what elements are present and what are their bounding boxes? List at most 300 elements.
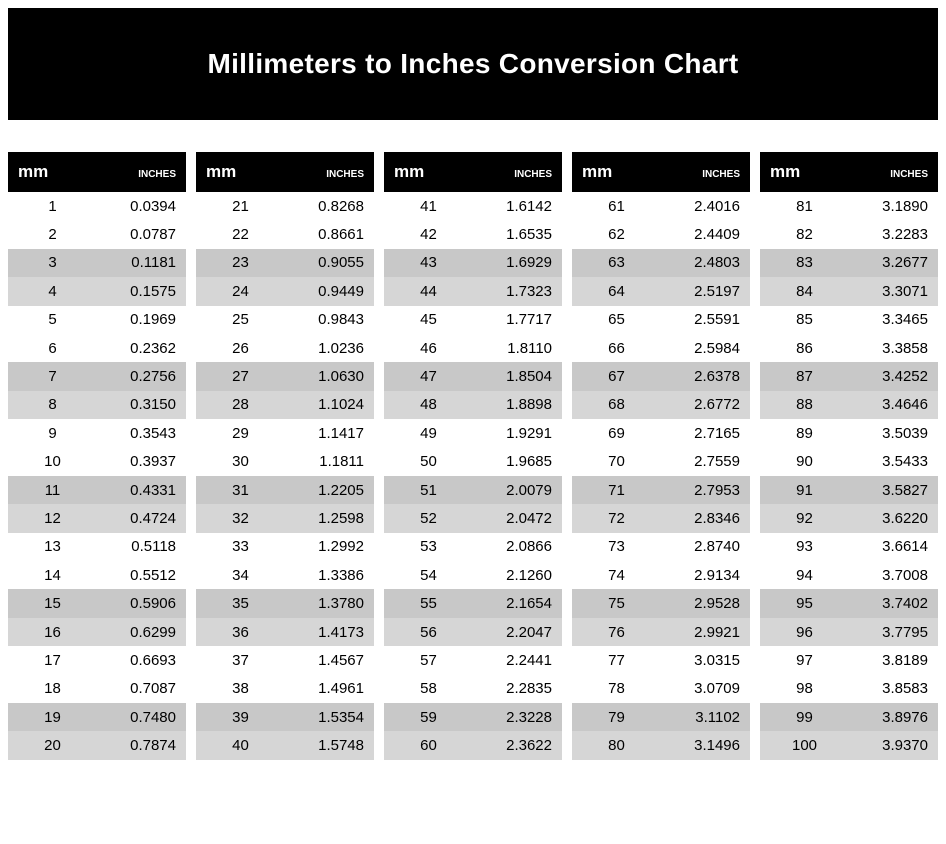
cell-inches: 2.8346 <box>661 504 750 532</box>
table-row <box>8 561 186 589</box>
table-row <box>384 703 562 731</box>
cell-inches: 3.3071 <box>849 277 938 305</box>
cell-mm: 40 <box>196 731 285 759</box>
table-row <box>760 731 938 759</box>
table-row <box>8 675 186 703</box>
cell-mm: 12 <box>8 504 97 532</box>
cell-inches: 0.7874 <box>97 731 186 759</box>
cell-mm: 42 <box>384 220 473 248</box>
table-row <box>572 675 750 703</box>
table-row <box>196 391 374 419</box>
table-row <box>384 646 562 674</box>
cell-mm: 67 <box>572 362 661 390</box>
cell-mm: 80 <box>572 731 661 759</box>
table-row <box>196 504 374 532</box>
cell-mm: 27 <box>196 362 285 390</box>
cell-inches: 2.7953 <box>661 476 750 504</box>
column-header-mm: mm <box>384 152 473 192</box>
cell-inches: 3.4646 <box>849 391 938 419</box>
cell-mm: 70 <box>572 448 661 476</box>
table-row <box>760 533 938 561</box>
cell-inches: 3.8976 <box>849 703 938 731</box>
cell-mm: 20 <box>8 731 97 759</box>
table-row <box>572 476 750 504</box>
cell-mm: 8 <box>8 391 97 419</box>
cell-mm: 62 <box>572 220 661 248</box>
cell-inches: 0.7480 <box>97 703 186 731</box>
table-row <box>572 504 750 532</box>
cell-inches: 0.6299 <box>97 618 186 646</box>
table-row <box>8 533 186 561</box>
cell-mm: 2 <box>8 220 97 248</box>
cell-mm: 73 <box>572 533 661 561</box>
cell-mm: 34 <box>196 561 285 589</box>
table-row <box>760 589 938 617</box>
table-row <box>196 419 374 447</box>
cell-inches: 0.5118 <box>97 533 186 561</box>
table-row <box>572 618 750 646</box>
table-row <box>572 220 750 248</box>
cell-mm: 49 <box>384 419 473 447</box>
table-row <box>572 362 750 390</box>
cell-mm: 29 <box>196 419 285 447</box>
cell-mm: 31 <box>196 476 285 504</box>
column-header-inches: inches <box>661 152 750 192</box>
tables-container <box>8 152 938 760</box>
cell-inches: 0.8268 <box>285 192 374 220</box>
cell-mm: 56 <box>384 618 473 646</box>
cell-mm: 78 <box>572 675 661 703</box>
cell-inches: 3.2283 <box>849 220 938 248</box>
cell-inches: 2.0472 <box>473 504 562 532</box>
column-header-inches: inches <box>97 152 186 192</box>
cell-mm: 11 <box>8 476 97 504</box>
cell-inches: 3.9370 <box>849 731 938 759</box>
table-row <box>384 249 562 277</box>
page-title: Millimeters to Inches Conversion Chart <box>207 48 739 79</box>
cell-inches: 0.5906 <box>97 589 186 617</box>
table-row <box>572 306 750 334</box>
table-row <box>572 589 750 617</box>
cell-mm: 58 <box>384 675 473 703</box>
cell-inches: 1.2598 <box>285 504 374 532</box>
cell-inches: 3.2677 <box>849 249 938 277</box>
table-row <box>760 561 938 589</box>
cell-mm: 21 <box>196 192 285 220</box>
cell-mm: 37 <box>196 646 285 674</box>
cell-mm: 90 <box>760 448 849 476</box>
conversion-table <box>572 152 750 760</box>
cell-inches: 0.3150 <box>97 391 186 419</box>
cell-inches: 1.1417 <box>285 419 374 447</box>
cell-inches: 1.4961 <box>285 675 374 703</box>
table-header-row <box>760 152 938 192</box>
table-row <box>196 646 374 674</box>
table-row <box>572 391 750 419</box>
cell-inches: 2.4016 <box>661 192 750 220</box>
cell-inches: 3.8583 <box>849 675 938 703</box>
table-row <box>384 391 562 419</box>
table-row <box>8 306 186 334</box>
cell-inches: 2.2047 <box>473 618 562 646</box>
table-row <box>8 504 186 532</box>
cell-inches: 0.1181 <box>97 249 186 277</box>
cell-mm: 79 <box>572 703 661 731</box>
cell-inches: 3.1496 <box>661 731 750 759</box>
cell-mm: 17 <box>8 646 97 674</box>
table-row <box>8 646 186 674</box>
cell-mm: 1 <box>8 192 97 220</box>
cell-mm: 97 <box>760 646 849 674</box>
cell-mm: 32 <box>196 504 285 532</box>
cell-inches: 3.6614 <box>849 533 938 561</box>
table-row <box>196 703 374 731</box>
cell-inches: 1.3386 <box>285 561 374 589</box>
table-row <box>572 533 750 561</box>
cell-mm: 89 <box>760 419 849 447</box>
table-row <box>384 589 562 617</box>
cell-inches: 3.5039 <box>849 419 938 447</box>
table-row <box>8 419 186 447</box>
cell-inches: 1.1024 <box>285 391 374 419</box>
table-row <box>572 277 750 305</box>
cell-mm: 14 <box>8 561 97 589</box>
cell-inches: 0.3937 <box>97 448 186 476</box>
cell-mm: 99 <box>760 703 849 731</box>
cell-inches: 3.3465 <box>849 306 938 334</box>
table-row <box>760 504 938 532</box>
table-row <box>572 192 750 220</box>
cell-inches: 3.6220 <box>849 504 938 532</box>
cell-mm: 60 <box>384 731 473 759</box>
cell-mm: 43 <box>384 249 473 277</box>
table-row <box>384 362 562 390</box>
table-row <box>760 277 938 305</box>
cell-mm: 86 <box>760 334 849 362</box>
cell-mm: 82 <box>760 220 849 248</box>
cell-inches: 1.2992 <box>285 533 374 561</box>
table-row <box>196 448 374 476</box>
table-row <box>384 448 562 476</box>
cell-mm: 91 <box>760 476 849 504</box>
conversion-table <box>8 152 186 760</box>
cell-inches: 3.5827 <box>849 476 938 504</box>
cell-mm: 28 <box>196 391 285 419</box>
table-row <box>384 731 562 759</box>
cell-inches: 1.4173 <box>285 618 374 646</box>
cell-inches: 2.5984 <box>661 334 750 362</box>
table-row <box>760 419 938 447</box>
cell-inches: 3.3858 <box>849 334 938 362</box>
table-row <box>760 476 938 504</box>
cell-mm: 45 <box>384 306 473 334</box>
table-row <box>760 220 938 248</box>
cell-mm: 33 <box>196 533 285 561</box>
cell-inches: 2.4409 <box>661 220 750 248</box>
table-row <box>760 306 938 334</box>
cell-inches: 1.5748 <box>285 731 374 759</box>
cell-inches: 3.7008 <box>849 561 938 589</box>
cell-mm: 92 <box>760 504 849 532</box>
cell-mm: 61 <box>572 192 661 220</box>
cell-inches: 0.3543 <box>97 419 186 447</box>
table-row <box>384 419 562 447</box>
cell-mm: 24 <box>196 277 285 305</box>
table-row <box>8 476 186 504</box>
cell-inches: 0.9055 <box>285 249 374 277</box>
cell-inches: 3.1890 <box>849 192 938 220</box>
cell-inches: 0.1969 <box>97 306 186 334</box>
table-row <box>384 277 562 305</box>
cell-inches: 1.7323 <box>473 277 562 305</box>
cell-inches: 2.1654 <box>473 589 562 617</box>
table-row <box>8 589 186 617</box>
cell-inches: 1.8110 <box>473 334 562 362</box>
cell-inches: 1.4567 <box>285 646 374 674</box>
cell-inches: 0.6693 <box>97 646 186 674</box>
cell-inches: 3.5433 <box>849 448 938 476</box>
cell-mm: 77 <box>572 646 661 674</box>
table-row <box>8 277 186 305</box>
cell-inches: 1.5354 <box>285 703 374 731</box>
cell-mm: 46 <box>384 334 473 362</box>
cell-inches: 3.8189 <box>849 646 938 674</box>
cell-mm: 65 <box>572 306 661 334</box>
table-row <box>760 192 938 220</box>
cell-mm: 36 <box>196 618 285 646</box>
table-row <box>760 703 938 731</box>
cell-mm: 15 <box>8 589 97 617</box>
cell-inches: 2.6772 <box>661 391 750 419</box>
cell-inches: 2.9134 <box>661 561 750 589</box>
title-bar <box>8 8 938 120</box>
table-row <box>572 249 750 277</box>
cell-mm: 59 <box>384 703 473 731</box>
cell-inches: 0.9449 <box>285 277 374 305</box>
cell-inches: 1.6142 <box>473 192 562 220</box>
cell-inches: 3.4252 <box>849 362 938 390</box>
cell-inches: 0.9843 <box>285 306 374 334</box>
table-row <box>760 249 938 277</box>
cell-mm: 93 <box>760 533 849 561</box>
table-row <box>760 646 938 674</box>
table-row <box>384 504 562 532</box>
table-row <box>572 731 750 759</box>
cell-mm: 47 <box>384 362 473 390</box>
cell-mm: 63 <box>572 249 661 277</box>
cell-inches: 0.2756 <box>97 362 186 390</box>
cell-inches: 1.3780 <box>285 589 374 617</box>
table-row <box>572 419 750 447</box>
table-row <box>760 618 938 646</box>
cell-mm: 6 <box>8 334 97 362</box>
table-row <box>196 249 374 277</box>
cell-inches: 2.3228 <box>473 703 562 731</box>
cell-inches: 2.2835 <box>473 675 562 703</box>
cell-inches: 2.5197 <box>661 277 750 305</box>
cell-mm: 74 <box>572 561 661 589</box>
table-row <box>8 391 186 419</box>
cell-mm: 96 <box>760 618 849 646</box>
cell-inches: 1.6535 <box>473 220 562 248</box>
table-header-row <box>196 152 374 192</box>
column-header-mm: mm <box>760 152 849 192</box>
cell-mm: 22 <box>196 220 285 248</box>
cell-mm: 3 <box>8 249 97 277</box>
table-row <box>196 334 374 362</box>
table-row <box>384 561 562 589</box>
cell-inches: 0.4331 <box>97 476 186 504</box>
cell-mm: 51 <box>384 476 473 504</box>
cell-inches: 0.0787 <box>97 220 186 248</box>
cell-mm: 94 <box>760 561 849 589</box>
cell-mm: 69 <box>572 419 661 447</box>
cell-mm: 38 <box>196 675 285 703</box>
cell-inches: 2.1260 <box>473 561 562 589</box>
cell-inches: 2.0079 <box>473 476 562 504</box>
cell-mm: 7 <box>8 362 97 390</box>
table-row <box>760 334 938 362</box>
cell-mm: 26 <box>196 334 285 362</box>
cell-mm: 13 <box>8 533 97 561</box>
table-row <box>8 249 186 277</box>
table-row <box>196 277 374 305</box>
conversion-table <box>196 152 374 760</box>
cell-mm: 53 <box>384 533 473 561</box>
table-row <box>8 618 186 646</box>
cell-inches: 2.4803 <box>661 249 750 277</box>
cell-mm: 85 <box>760 306 849 334</box>
cell-mm: 16 <box>8 618 97 646</box>
cell-inches: 1.9685 <box>473 448 562 476</box>
column-header-mm: mm <box>196 152 285 192</box>
cell-mm: 66 <box>572 334 661 362</box>
cell-inches: 1.8504 <box>473 362 562 390</box>
cell-mm: 54 <box>384 561 473 589</box>
cell-inches: 2.6378 <box>661 362 750 390</box>
table-row <box>196 362 374 390</box>
cell-mm: 87 <box>760 362 849 390</box>
table-row <box>384 618 562 646</box>
cell-inches: 1.1811 <box>285 448 374 476</box>
table-row <box>8 334 186 362</box>
cell-inches: 3.7795 <box>849 618 938 646</box>
table-row <box>8 220 186 248</box>
cell-mm: 41 <box>384 192 473 220</box>
table-row <box>384 220 562 248</box>
cell-inches: 1.9291 <box>473 419 562 447</box>
table-row <box>196 618 374 646</box>
cell-inches: 2.3622 <box>473 731 562 759</box>
cell-inches: 1.7717 <box>473 306 562 334</box>
cell-mm: 35 <box>196 589 285 617</box>
column-header-mm: mm <box>8 152 97 192</box>
cell-mm: 68 <box>572 391 661 419</box>
table-row <box>196 476 374 504</box>
table-row <box>384 192 562 220</box>
cell-inches: 0.7087 <box>97 675 186 703</box>
table-row <box>760 675 938 703</box>
cell-mm: 50 <box>384 448 473 476</box>
cell-mm: 55 <box>384 589 473 617</box>
table-row <box>8 192 186 220</box>
table-row <box>760 448 938 476</box>
table-row <box>8 362 186 390</box>
cell-mm: 95 <box>760 589 849 617</box>
table-row <box>572 561 750 589</box>
table-row <box>572 448 750 476</box>
table-row <box>384 533 562 561</box>
column-header-inches: inches <box>473 152 562 192</box>
cell-mm: 88 <box>760 391 849 419</box>
cell-mm: 19 <box>8 703 97 731</box>
cell-inches: 0.2362 <box>97 334 186 362</box>
cell-mm: 39 <box>196 703 285 731</box>
cell-mm: 57 <box>384 646 473 674</box>
cell-inches: 3.7402 <box>849 589 938 617</box>
cell-inches: 2.8740 <box>661 533 750 561</box>
cell-mm: 84 <box>760 277 849 305</box>
cell-inches: 3.0709 <box>661 675 750 703</box>
conversion-table <box>760 152 938 760</box>
table-row <box>760 362 938 390</box>
cell-mm: 48 <box>384 391 473 419</box>
cell-mm: 30 <box>196 448 285 476</box>
cell-mm: 98 <box>760 675 849 703</box>
cell-mm: 52 <box>384 504 473 532</box>
cell-mm: 71 <box>572 476 661 504</box>
cell-inches: 2.9921 <box>661 618 750 646</box>
cell-inches: 1.0236 <box>285 334 374 362</box>
table-row <box>384 675 562 703</box>
cell-inches: 2.7165 <box>661 419 750 447</box>
table-row <box>572 703 750 731</box>
cell-inches: 0.0394 <box>97 192 186 220</box>
table-row <box>196 561 374 589</box>
table-row <box>8 448 186 476</box>
cell-inches: 0.5512 <box>97 561 186 589</box>
column-header-mm: mm <box>572 152 661 192</box>
cell-inches: 3.0315 <box>661 646 750 674</box>
table-row <box>8 731 186 759</box>
table-header-row <box>572 152 750 192</box>
table-header-row <box>384 152 562 192</box>
table-row <box>196 675 374 703</box>
table-row <box>8 703 186 731</box>
cell-inches: 2.5591 <box>661 306 750 334</box>
cell-inches: 2.2441 <box>473 646 562 674</box>
cell-inches: 0.4724 <box>97 504 186 532</box>
column-header-inches: inches <box>285 152 374 192</box>
cell-inches: 0.8661 <box>285 220 374 248</box>
cell-mm: 18 <box>8 675 97 703</box>
cell-mm: 10 <box>8 448 97 476</box>
cell-mm: 100 <box>760 731 849 759</box>
table-row <box>196 306 374 334</box>
cell-mm: 25 <box>196 306 285 334</box>
table-row <box>572 334 750 362</box>
table-row <box>384 306 562 334</box>
cell-mm: 5 <box>8 306 97 334</box>
table-row <box>384 476 562 504</box>
cell-mm: 4 <box>8 277 97 305</box>
cell-mm: 81 <box>760 192 849 220</box>
table-row <box>196 533 374 561</box>
conversion-table <box>384 152 562 760</box>
cell-mm: 83 <box>760 249 849 277</box>
cell-inches: 3.1102 <box>661 703 750 731</box>
cell-inches: 1.8898 <box>473 391 562 419</box>
